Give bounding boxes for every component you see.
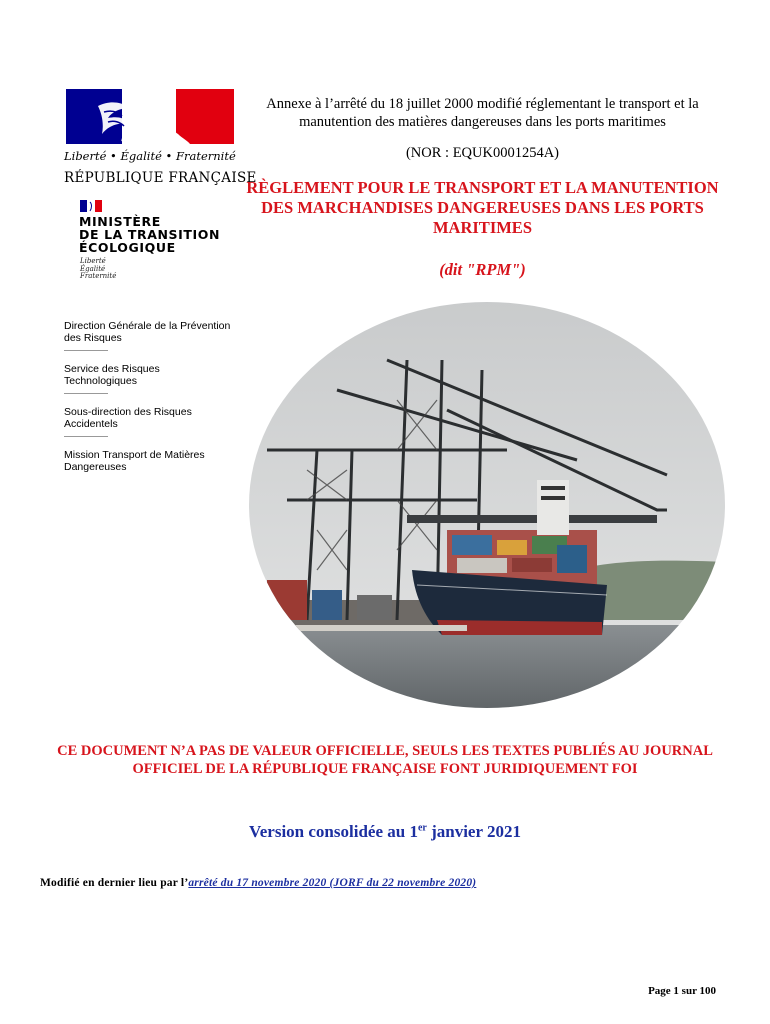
org-item: Direction Générale de la Prévention des Risques xyxy=(64,320,231,344)
version-heading xyxy=(40,822,730,842)
org-divider xyxy=(64,436,108,437)
organisation-list xyxy=(64,320,234,477)
legal-disclaimer: CE DOCUMENT N’A PAS DE VALEUR OFFICIELLE, SEULS LES TEXTES PUBLIÉS AU JOURNAL OFFICIEL DE LA RÉPUBLIQUE FRANÇAISE FONT JURIDIQUEMENT FOI xyxy=(57,743,713,777)
org-item: Service des Risques Technologiques xyxy=(64,363,160,387)
annex-reference: Annexe à l’arrêté du 18 juillet 2000 modifié réglementant le transport et la manutention des matières dangereuses dans les ports maritimes xyxy=(266,96,699,130)
republic-name: RÉPUBLIQUE FRANÇAISE xyxy=(64,170,257,186)
org-divider xyxy=(64,350,108,351)
ministry-flag-icon xyxy=(80,199,102,211)
republic-motto: Liberté • Égalité • Fraternité xyxy=(64,149,236,163)
org-item: Mission Transport de Matières Dangereuses xyxy=(64,449,205,473)
org-item: Sous-direction des Risques Accidentels xyxy=(64,406,192,430)
document-title: RÈGLEMENT POUR LE TRANSPORT ET LA MANUTENTION DES MARCHANDISES DANGEREUSES DANS LES PORTS MARITIMES xyxy=(246,178,719,237)
modified-note xyxy=(40,877,476,889)
republique-francaise-logo xyxy=(64,86,236,146)
org-divider xyxy=(64,393,108,394)
version-prefix: Version consolidée au 1 xyxy=(249,822,418,841)
nor-reference: (NOR : EQUK0001254A) xyxy=(405,145,560,161)
document-subtitle: (dit "RPM") xyxy=(439,260,526,279)
container-ship-photo xyxy=(247,300,727,710)
modifying-decree-link[interactable]: arrêté du 17 novembre 2020 (JORF du 22 novembre 2020) xyxy=(188,877,477,889)
modified-prefix: Modifié en dernier lieu par l’ xyxy=(40,877,189,889)
version-suffix: janvier 2021 xyxy=(426,822,521,841)
version-superscript: er xyxy=(417,822,427,834)
ministry-motto: Liberté Égalité Fraternité xyxy=(80,257,117,280)
page-number: Page 1 sur 100 xyxy=(648,985,716,997)
ministry-name: MINISTÈRE DE LA TRANSITION ÉCOLOGIQUE xyxy=(79,214,221,255)
